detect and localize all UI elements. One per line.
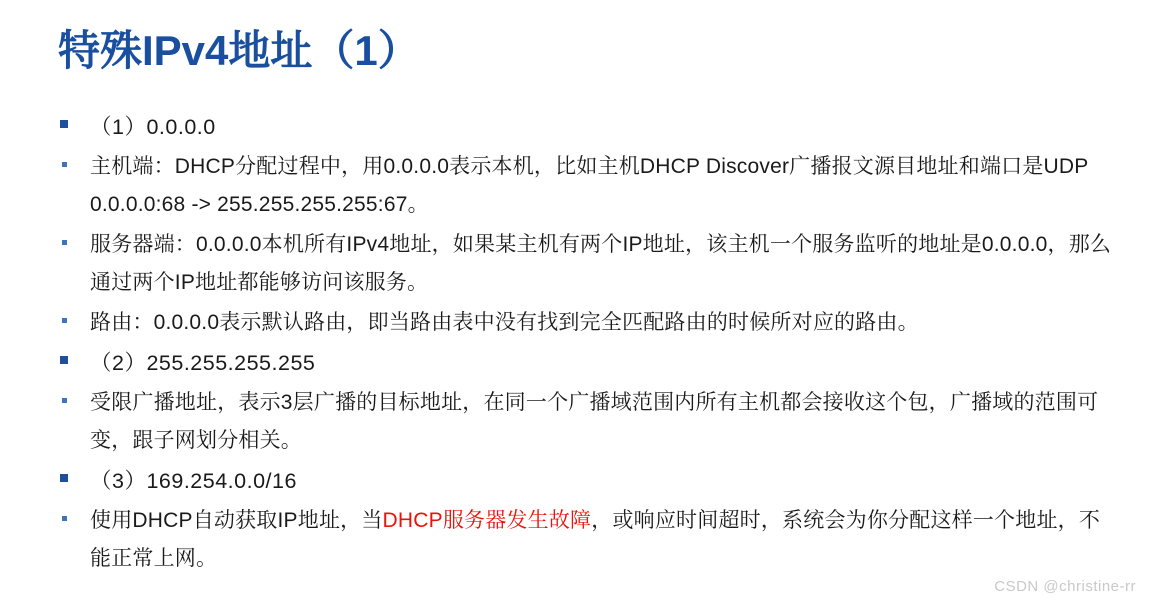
bullet-marker (56, 502, 90, 521)
list-item (56, 384, 1116, 460)
list-item (56, 148, 1116, 224)
list-item-text: （2）255.255.255.255 (90, 351, 316, 375)
list-item-text: 路由：0.0.0.0表示默认路由，即当路由表中没有找到完全匹配路由的时候所对应的路由。 (90, 311, 919, 334)
dot-bullet-icon (62, 162, 67, 167)
bullet-marker (56, 384, 90, 403)
list-item (56, 226, 1116, 302)
list-item (56, 462, 1116, 500)
bullet-marker (56, 226, 90, 245)
bullet-marker (56, 108, 90, 128)
bullet-list (56, 108, 1116, 580)
text-segment: ，或响应时间超时，系统会为你分配这样一个地址，不能正常上网。 (90, 509, 1101, 570)
list-item-text: 服务器端：0.0.0.0本机所有IPv4地址，如果某主机有两个IP地址，该主机一个服务监听的地址是0.0.0.0，那么通过两个IP地址都能够访问该服务。 (90, 233, 1112, 294)
list-item-text: （1）0.0.0.0 (90, 115, 216, 139)
list-item (56, 304, 1116, 342)
dot-bullet-icon (62, 240, 67, 245)
square-bullet-icon (60, 474, 68, 482)
dot-bullet-icon (62, 318, 67, 323)
bullet-marker (56, 148, 90, 167)
bullet-marker (56, 462, 90, 482)
dot-bullet-icon (62, 398, 67, 403)
text-segment: 使用DHCP自动获取IP地址，当 (90, 509, 383, 532)
square-bullet-icon (60, 120, 68, 128)
list-item-text: 受限广播地址，表示3层广播的目标地址，在同一个广播域范围内所有主机都会接收这个包，广播域的范围可变，跟子网划分相关。 (90, 391, 1099, 452)
square-bullet-icon (60, 356, 68, 364)
list-item (56, 108, 1116, 146)
list-item-text: （3）169.254.0.0/16 (90, 469, 297, 493)
watermark: CSDN @christine-rr (994, 578, 1136, 595)
bullet-marker (56, 344, 90, 364)
list-item (56, 502, 1116, 578)
bullet-marker (56, 304, 90, 323)
dot-bullet-icon (62, 516, 67, 521)
list-item-text: 主机端：DHCP分配过程中，用0.0.0.0表示本机，比如主机DHCP Discover广播报文源目地址和端口是UDP 0.0.0.0:68 -> 255.255.255.255:67。 (90, 155, 1089, 216)
list-item-text-rich (90, 502, 1116, 578)
list-item (56, 344, 1116, 382)
text-segment-highlighted: DHCP服务器发生故障 (382, 509, 592, 532)
page-title: 特殊IPv4地址（1） (58, 27, 420, 74)
